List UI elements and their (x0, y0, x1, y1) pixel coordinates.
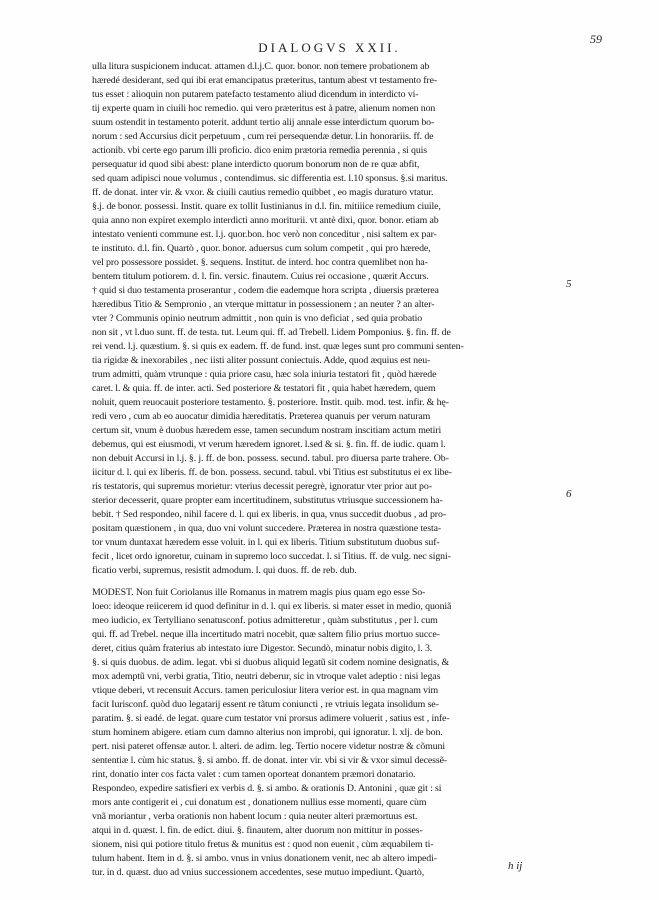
text-line: tus esset : alioquin non putarem patefacto testamento aliud dicendum in interdicto vi- (92, 89, 419, 100)
text-line: meo iudicio, ex Tertylliano senatusconf. potius admitteretur , quàm substitutus , per l. cum (92, 615, 438, 626)
text-line: facit Iurisconf. quòd duo legatarij essent re tãtum coniuncti , re vtriuis legata insolidum se- (92, 699, 439, 710)
text-line: bebit. † Sed respondeo, nihil facere d. l. qui ex liberis. in qua, vnus succedit duobus , ad pro- (92, 509, 446, 520)
text-line: mors ante contigerit ei , cui donatum est , donationem nullius esse momenti, quare cùm (92, 797, 427, 808)
text-line: stum hominem abigere. etiam cum damno alterius non improbi, qui ignoratur. l. xlj. de bon. (92, 727, 443, 738)
text-line: suum ostendit in testamento poterit. addunt tertio alij annale esse interdictum quorum bo- (92, 117, 435, 128)
text-line: te instituto. d.l. fin. Quartò , quor. bonor. aduersus cum solum competit , qui pro hærede, (92, 243, 431, 254)
text-line: rei vend. l.j. quæstium. §. si quis ex eadem. ff. de fund. inst. quæ leges sunt pro communi senten- (92, 341, 464, 352)
text-line: qui. ff. ad Trebel. neque illa incertitudo matri nocebit, quæ saltem filio prius mortuo succe- (92, 629, 440, 640)
text-line: caret. l. & quia. ff. de inter. acti. Sed posteriore & testatori fit , quia habet hæredem, quem (92, 383, 436, 394)
text-line: sterior decesserit, quare propter eam incertitudinem, substitutus vtriusque successionem ha- (92, 495, 443, 506)
text-line: norum : sed Accursius dicit perpetuum , cum rei persequendæ detur. l.in honorariis. ff. de (92, 131, 434, 142)
text-line: §.j. de bonor. possessi. Instit. quare ex tollit Iustinianus in d.l. fin. mitiiice remedium ciuile, (92, 201, 441, 212)
text-line: trum admitti, quàm vtrunque : quia priore casu, hæc sola iniuria testatori fit , quòd hærede (92, 369, 437, 380)
text-line: paratim. §. si eadé. de legat. quare cum testator vni prorsus adimere voluerit , satius est , infe- (92, 713, 450, 724)
text-line: persequatur id quod sibi abest: plane interdicto quorum bonorum non de re quæ abfit, (92, 159, 420, 170)
text-line: vnã moriantur , verba orationis non habent locum : quia neuter alteri præmortuus est. (92, 811, 418, 822)
text-line: loeo: ideoque reiicerem id quod definitur in d. l. qui ex liberis. si mater esset in medio, quoniã (92, 601, 452, 612)
text-line: Respondeo, expedire satisfieri ex verbis d. §. si ambo. & orationis D. Antonini , quæ git : si (92, 783, 442, 794)
text-line: vter ? Communis opinio neutrum admittit , non quin is vno deficiat , sed quia probatio (92, 313, 423, 324)
text-line: bentem titulum potiorem. d. l. fin. versic. finautem. Cuius rei occasione , quærit Accurs. (92, 271, 429, 282)
text-line: tulum habent. Item in d. §. si ambo. vnus in vnius donationem venit, nec ab altero impedi- (92, 853, 437, 864)
text-line: noluit, quem reuocauit posteriore testamento. §. posteriore. Instit. quib. mod. test. infir. & hę- (92, 397, 449, 408)
text-line: ff. de donat. inter vir. & vxor. & ciuili cautius remedio quibbet , eo magis duraturo vtatur. (92, 187, 434, 198)
text-line: §. si quis duobus. de adim. legat. vbi si duobus aliquid legatũ sit codem nomine designatis, & (92, 657, 450, 668)
text-line: vtique deberi, vt recensuit Accurs. tamen periculosiur litera verior est. in qua magnam vim (92, 685, 439, 696)
text-line: non sit , vt l.duo sunt. ff. de testa. tut. l.eum qui. ff. ad Trebell. l.idem Pomponius. §. fin. ff. de (92, 327, 451, 338)
text-line: positam quæstionem , in qua, duo vni volunt succedere. Præterea in nostra quæstione testa- (92, 523, 442, 534)
text-line: sionem, nisi qui potiore titulo fretus & munitus est : quod non euenit , cùm æquabilem ti- (92, 839, 434, 850)
text-line: iicitur d. l. qui ex liberis. ff. de bon. possess. secund. tabul. vbi Titius est substitutus ei ex libe- (92, 467, 452, 478)
text-line: vel pro possessore possidet. §. sequens. Institut. de interd. hoc contra quemlibet non ha- (92, 257, 428, 268)
text-line: fecit , licet ordo ignoretur, cuinam in supremo loco succedat. l. si Titius. ff. de vulg. nec signi- (92, 551, 451, 562)
text-line: tia rigidæ & inexorabiles , nec iisti aliter possunt coniectuis. Adde, quod æquius est neu- (92, 355, 431, 366)
text-line: tij experte quam in ciuili hoc remedio. qui vero præteritus est à patre, alienum nomen non (92, 103, 436, 114)
text-line: deret, citius quàm fraterius ab intestato iure Digestor. Secundò, minatur nobis digito, l. 3. (92, 643, 433, 654)
text-line: tur. in d. quæst. duo ad vnius successionem accedentes, sese mutuo impediunt. Quartò, (92, 867, 425, 878)
text-line: ulla litura suspicionem inducat. attamen d.l.j.C. quor. bonor. non temere probationem ab (92, 61, 430, 72)
text-line: debemus, qui est eiusmodi, vt verum hæredem ignoret. l.sed & si. §. fin. ff. de iudic. quam l. (92, 439, 446, 450)
text-line: sententiæ l. cùm hic status. §. si ambo. ff. de donat. inter vir. vbi si vir & vxor simul decessẽ- (92, 755, 448, 766)
text-line: atqui in d. quæst. l. fin. de edict. diui. §. finautem, alter duorum non mittitur in posses- (92, 825, 423, 836)
running-head: DIALOGVS XXII. (258, 40, 401, 55)
text-line: non debuit Accursi in l.j. §. j. ff. de bon. possess. secund. tabul. pro diuersa parte trahere. Ob- (92, 453, 449, 464)
text-line: pert. nisi pateret offensæ autor. l. alteri. de adim. leg. Tertio nocere videtur nostræ & cõmuni (92, 741, 445, 752)
text-line: redi vero , cum ab eo auocatur dimidia hæreditatis. Præterea quanuis per verum naturam (92, 411, 431, 422)
text-line: MODEST. Non fuit Coriolanus ille Romanus in matrem magis pius quam ego esse So- (92, 587, 426, 598)
text-line: ris testatoris, qui supremus morietur: vterius decessit peregrè, ignoratur vter prior aut po- (92, 481, 432, 492)
text-line (92, 578, 554, 586)
text-line: intestato venienti commune est. l.j. quor.bon. hoc verò non conceditur , nisi saltem ex par- (92, 229, 437, 240)
text-line: quia anno non expiret exemplo interdicti anno moriturii. vt antè dixi, quor. bonor. etiam ab (92, 215, 439, 226)
margin-note: 5 (566, 278, 572, 290)
folio-number: 59 (590, 32, 602, 46)
text-line: actionib. vbi certe ego parum illi proficio. dico enim prætoria remedia perennia , si quis (92, 145, 427, 156)
text-line: ficatio verbi, supremus, resistit admodum. l. qui duos. ff. de reb. dub. (92, 565, 357, 576)
text-line: sed quam adipisci noue volumus , contendimus. sic differentia est. l.10 sponsus. §.si maritus. (92, 173, 448, 184)
body-text (92, 60, 554, 880)
signature-mark: h ij (508, 860, 523, 872)
text-line: certum sit, vnum è duobus hæredem esse, tamen secundum nostram inscitiam actum metiri (92, 425, 442, 436)
text-line: mox ademptũ vni, verbi gratia, Titio, neutri deberur, sic in vtroque valet adeptio : nisi legas (92, 671, 441, 682)
text-line: hæredé desiderant, sed qui ibi erat emancipatus præteritus, tantum abest vt testamento fre- (92, 75, 438, 86)
text-line: tor vnum duntaxat hæredem esse voluit. in l. qui ex liberis. Titium substitutum duobus suf- (92, 537, 440, 548)
margin-note: 6 (566, 488, 572, 500)
text-line: † quid si duo testamenta proserantur , codem die eademque hora scripta , diuersis præterea (92, 285, 439, 296)
text-line: rint, donatio inter cos facta valet : cum tamen oporteat donantem præmori donatario. (92, 769, 416, 780)
text-line: hæredibus Titio & Sempronio , an vterque mittatur in possessionem ; an neuter ? an alter- (92, 299, 435, 310)
